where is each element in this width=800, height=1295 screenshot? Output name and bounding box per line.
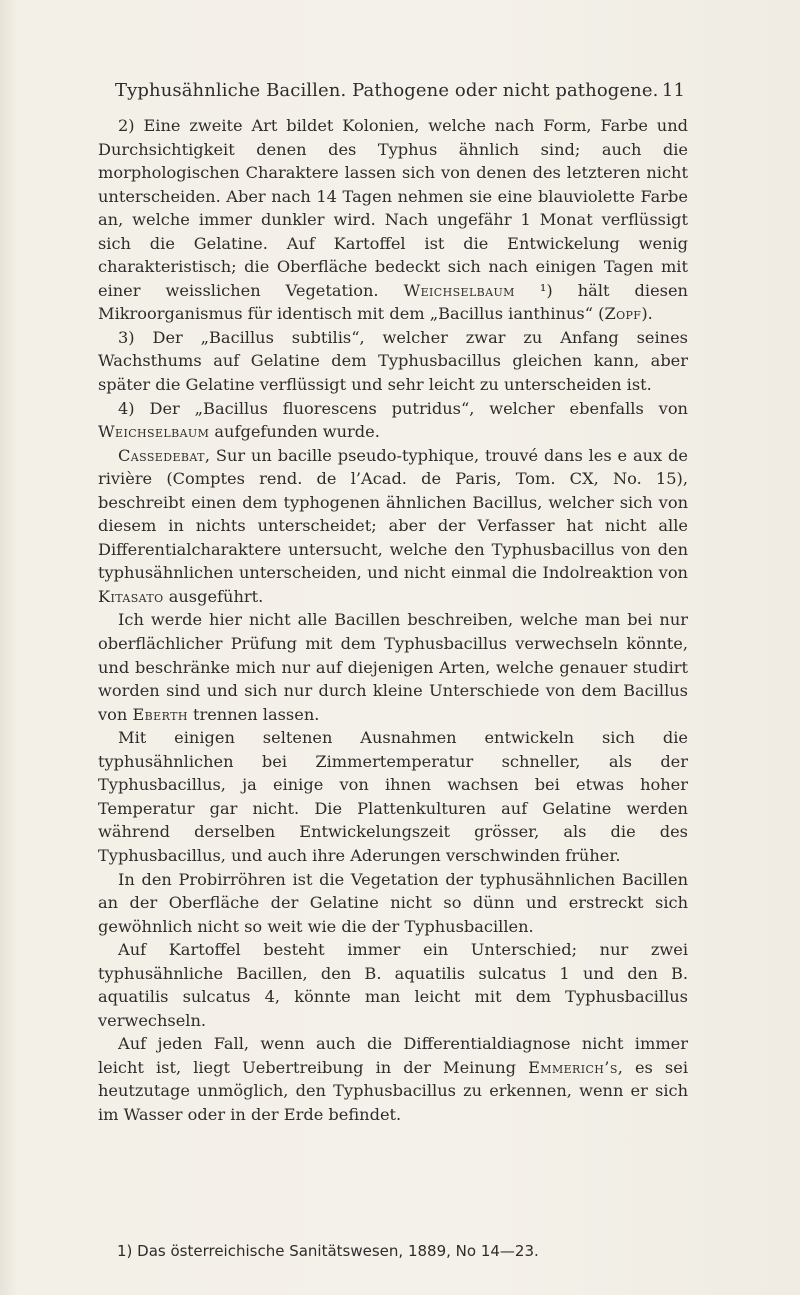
author-name: Kitasato — [98, 586, 164, 606]
running-title: Typhusähnliche Bacillen. Pathogene oder nicht pathogene. — [115, 80, 659, 101]
text-run: , es sei heutzutage unmöglich, den Typhusbacillus zu erkennen, wenn er sich im Wasser oder in der Erde befindet. — [98, 1057, 688, 1124]
text-run: ausgeführt. — [163, 586, 264, 606]
text-run: Mit einigen seltenen Ausnahmen entwickeln sich die typhusähnlichen bei Zimmertemperatur schneller, als der Typhusbacillus, ja einige von ihnen wachsen bei etwas hoher Temperatur gar nicht. Die Plattenkulturen auf Gelatine werden während derselben Entwickelungszeit grösser, als die des Typhusbacillus, und auch ihre Aderungen verschwinden früher. — [98, 728, 688, 865]
text-run: Ich werde hier nicht alle Bacillen beschreiben, welche man bei nur oberflächlicher Prüfung mit dem Typhusbacillus verwechseln könnte, und beschränke mich nur auf diejenigen Arten, welche genauer studirt worden sind und sich nur durch kleine Unterschiede von dem Bacillus von — [98, 610, 688, 724]
text-run: In den Probirröhren ist die Vegetation der typhusähnlichen Bacillen an der Oberfläche der Gelatine nicht so dünn und erstreckt sich gewöhnlich nicht so weit wie die der Typhusbacillen. — [98, 869, 688, 936]
body-paragraph — [98, 326, 688, 397]
text-run: trennen lassen. — [187, 704, 320, 724]
text-run: ¹) hält diesen Mikroorganismus für identisch mit dem „Bacillus ianthinus“ ( — [98, 280, 688, 324]
author-name: Weichselbaum — [98, 422, 210, 442]
author-name: Cassedebat — [118, 445, 205, 465]
author-name: Zopf — [604, 304, 642, 324]
text-run: ). — [641, 304, 653, 324]
author-name: Eberth — [132, 704, 188, 724]
text-run: , Sur un bacille pseudo-typhique, trouvé dans les e aux de rivière (Comptes rend. de l’Acad. de Paris, Tom. CX, No. 15), beschreibt einen dem typhogenen ähnlichen Bacillus, welcher sich von diesem in nichts unterscheidet; aber der Verfasser hat nicht alle Differentialcharaktere untersucht, welche den Typhusbacillus von den typhusähnlichen unterscheiden, und nicht einmal die Indolreaktion von — [98, 445, 688, 583]
body-paragraph — [98, 397, 688, 444]
footnote: 1) Das österreichische Sanitätswesen, 1889, No 14—23. — [117, 1242, 539, 1260]
text-run: 4) Der „Bacillus fluorescens putridus“, welcher ebenfalls von — [118, 398, 688, 418]
body-paragraph — [98, 1032, 688, 1126]
body-paragraph — [98, 726, 688, 867]
body-paragraph — [98, 868, 688, 939]
author-name: Weichselbaum — [403, 280, 515, 300]
text-run: aufgefunden wurde. — [209, 422, 380, 442]
page-header — [115, 80, 685, 110]
body-paragraph — [98, 114, 688, 326]
text-run: Auf jeden Fall, wenn auch die Differentialdiagnose nicht immer leicht ist, liegt Uebertreibung in der Meinung — [98, 1034, 688, 1077]
body-paragraph — [98, 608, 688, 726]
text-run: 3) Der „Bacillus subtilis“, welcher zwar zu Anfang seines Wachsthums auf Gelatine dem Typhusbacillus gleichen kann, aber später die Gelatine verflüssigt und sehr leicht zu unterscheiden ist. — [98, 327, 688, 395]
text-run: 2) Eine zweite Art bildet Kolonien, welche nach Form, Farbe und Durchsichtigkeit denen des Typhus ähnlich sind; auch die morphologischen Charaktere lassen sich von denen des letzteren nicht unterscheiden. Aber nach 14 Tagen nehmen sie eine blauviolette Farbe an, welche immer dunkler wird. Nach ungefähr 1 Monat verflüssigt sich die Gelatine. Auf Kartoffel ist die Entwickelung wenig charakteristisch; die Oberfläche bedeckt sich nach einigen Tagen mit einer weisslichen Vegetation. — [98, 116, 688, 300]
author-name: Emmerich’s — [528, 1057, 618, 1077]
body-text — [98, 114, 688, 1127]
page-number: 11 — [661, 80, 685, 101]
body-paragraph — [98, 938, 688, 1032]
text-run: Auf Kartoffel besteht immer ein Unterschied; nur zwei typhusähnliche Bacillen, den B. aquatilis sulcatus 1 und den B. aquatilis sulcatus 4, könnte man leicht mit dem Typhusbacillus verwechseln. — [98, 940, 688, 1030]
body-paragraph — [98, 444, 688, 609]
